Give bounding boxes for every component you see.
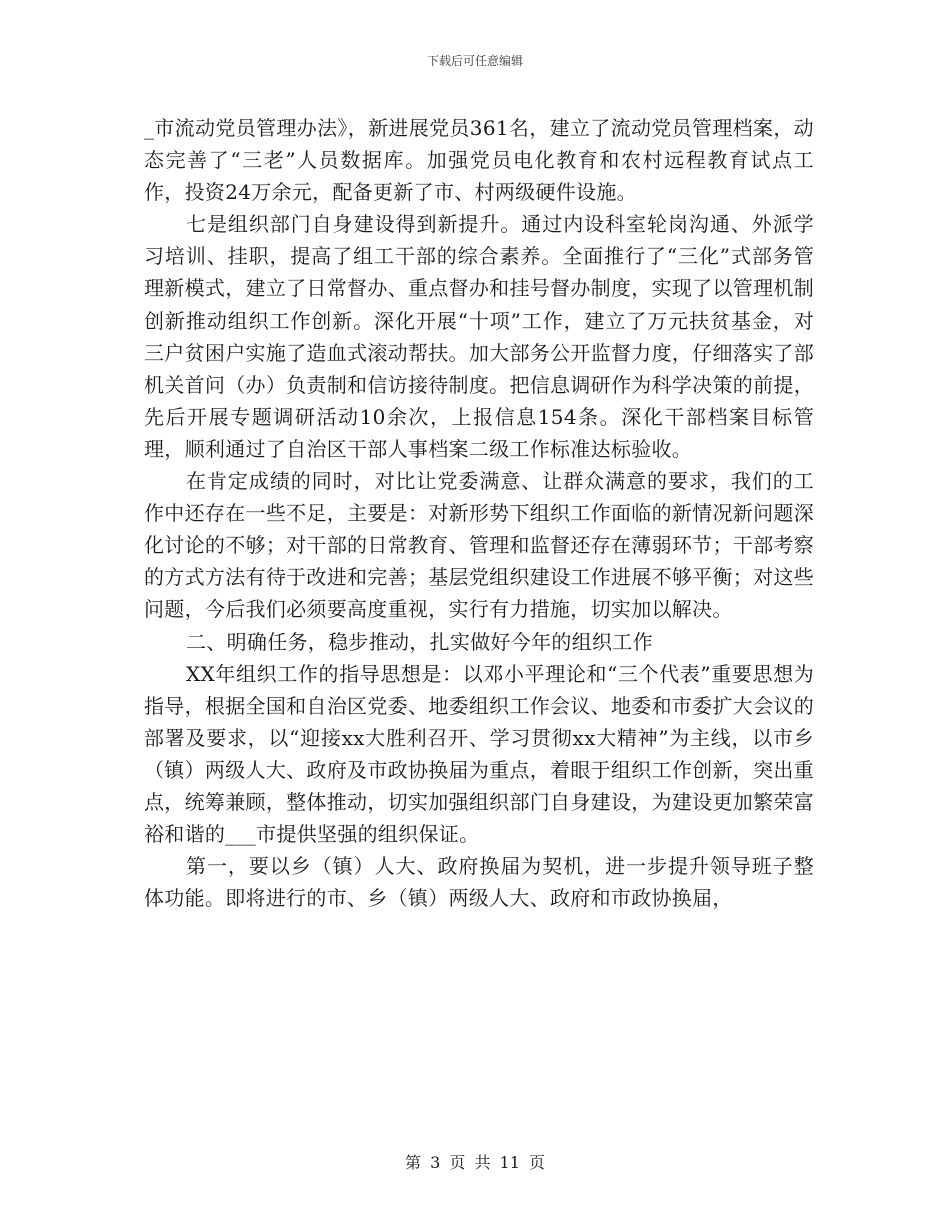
paragraph: _市流动党员管理办法》，新进展党员361名，建立了流动党员管理档案，动态完善了“三老”人员数据库。加强党员电化教育和农村远程教育试点工作，投资24万余元，配备更新了市、村两级硬件设施。 [144, 116, 814, 205]
page-header: 下载后可任意编辑 [426, 54, 523, 68]
paragraph: 在肯定成绩的同时，对比让党委满意、让群众满意的要求，我们的工作中还存在一些不足，主要是：对新形势下组织工作面临的新情况新问题深化讨论的不够；对干部的日常教育、管理和监督还存在薄弱环节；干部考察的方式方法有待于改进和完善；基层党组织建设工作进展不够平衡；对这些问题，今后我们必须要高度重视，实行有力措施，切实加以解决。 [144, 469, 814, 622]
section-heading: 二、明确任务，稳步推动，扎实做好今年的组织工作 [186, 629, 653, 654]
paragraph: 第一，要以乡（镇）人大、政府换届为契机，进一步提升领导班子整体功能。即将进行的市、乡（镇）两级人大、政府和市政协换届， [144, 854, 814, 911]
paragraph: XX年组织工作的指导思想是：以邓小平理论和“三个代表”重要思想为指导，根据全国和自治区党委、地委组织工作会议、地委和市委扩大会议的部署及要求，以“迎接xx大胜利召开、学习贯彻xx大精神”为主线，以市乡（镇）两级人大、政府及市政协换届为重点，着眼于组织工作创新，突出重点，统筹兼顾，整体推动，切实加强组织部门自身建设，为建设更加繁荣富裕和谐的___市提供坚强的组织保证。 [144, 661, 814, 847]
document-body [144, 112, 814, 914]
paragraph: 七是组织部门自身建设得到新提升。通过内设科室轮岗沟通、外派学习培训、挂职，提高了组工干部的综合素养。全面推行了“三化”式部务管理新模式，建立了日常督办、重点督办和挂号督办制度，实现了以管理机制创新推动组织工作创新。深化开展“十项”工作，建立了万元扶贫基金，对三户贫困户实施了造血式滚动帮扶。加大部务公开监督力度，仔细落实了部机关首问（办）负责制和信访接待制度。把信息调研作为科学决策的前提，先后开展专题调研活动10余次，上报信息154条。深化干部档案目标管理，顺利通过了自治区干部人事档案二级工作标准达标验收。 [144, 212, 814, 461]
page-number-footer: 第 3 页 共 11 页 [405, 1153, 545, 1172]
